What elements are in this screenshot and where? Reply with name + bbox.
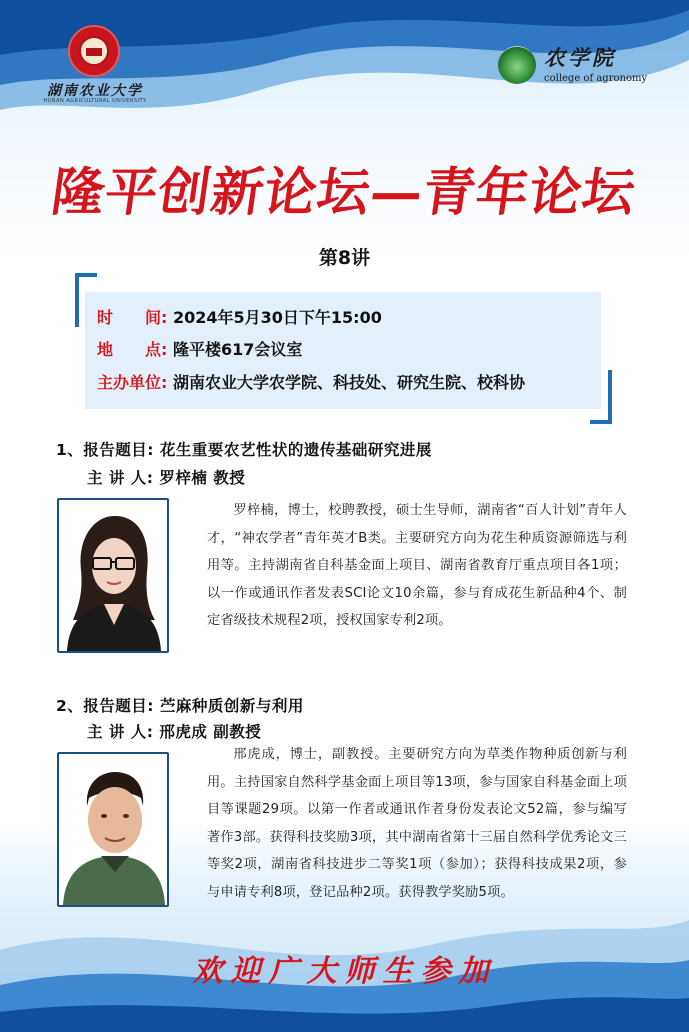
info-host: [97, 370, 525, 394]
talk-1-speaker: 主 讲 人: 罗梓楠 教授: [87, 469, 246, 487]
university-name: 湖南农业大学: [47, 83, 143, 99]
info-place: [97, 337, 302, 361]
talk-1-title: 1、报告题目: 花生重要农艺性状的遗传基础研究进展: [56, 441, 432, 459]
university-name-en: HUNAN AGRICULTURAL UNIVERSITY: [43, 98, 147, 104]
time-value: 2024年5月30日下午15:00: [172, 308, 382, 327]
university-logo: [40, 25, 150, 110]
university-seal-icon: [68, 25, 120, 77]
college-logo: [498, 42, 648, 92]
forum-title: 隆平创新论坛—青年论坛: [47, 162, 640, 223]
speaker-1-photo: [57, 498, 169, 653]
speaker-2-photo: [57, 752, 169, 907]
talk-2-speaker: 主 讲 人: 邢虎成 副教授: [87, 723, 262, 741]
time-label: 时 间:: [97, 308, 168, 327]
talk-2-title: 2、报告题目: 苎麻种质创新与利用: [56, 697, 304, 715]
welcome-message: 欢迎广大师生参加: [192, 954, 497, 989]
college-emblem-icon: [498, 46, 536, 84]
info-bracket-bottom-right: [590, 370, 612, 424]
speaker-1-bio: 罗梓楠，博士，校聘教授，硕士生导师，湖南省“百人计划”青年人才，“神农学者”青年英才B类。主要研究方向为花生种质资源筛选与利用等。主持湖南省自科基金面上项目、湖南省教育厅重点项目各1项；以一作或通讯作者发表SCI论文10余篇，参与育成花生新品种4个、制定省级技术规程2项，授权国家专利2项。: [207, 503, 627, 628]
speaker-2-bio: 邢虎成，博士，副教授。主要研究方向为草类作物种质创新与利用。主持国家自然科学基金面上项目等13项，参与国家自科基金面上项目等课题29项。以第一作者或通讯作者身份发表论文52篇，参与编写著作3部。获得科技奖励3项，其中湖南省第十三届自然科学优秀论文三等奖2项，湖南省科技进步二等奖1项（参加）；获得科技成果2项，参与申请专利8项，登记品种2项。获得教学奖励5项。: [207, 747, 627, 900]
host-label: 主办单位:: [97, 373, 168, 392]
host-value: 湖南农业大学农学院、科技处、研究生院、校科协: [172, 373, 525, 392]
place-value: 隆平楼617会议室: [172, 340, 303, 359]
lecture-number: 第8讲: [318, 247, 371, 269]
college-name: 农学院: [544, 45, 616, 70]
college-name-en: college of agronomy: [544, 73, 648, 84]
info-time: [97, 305, 382, 329]
place-label: 地 点:: [97, 340, 168, 359]
